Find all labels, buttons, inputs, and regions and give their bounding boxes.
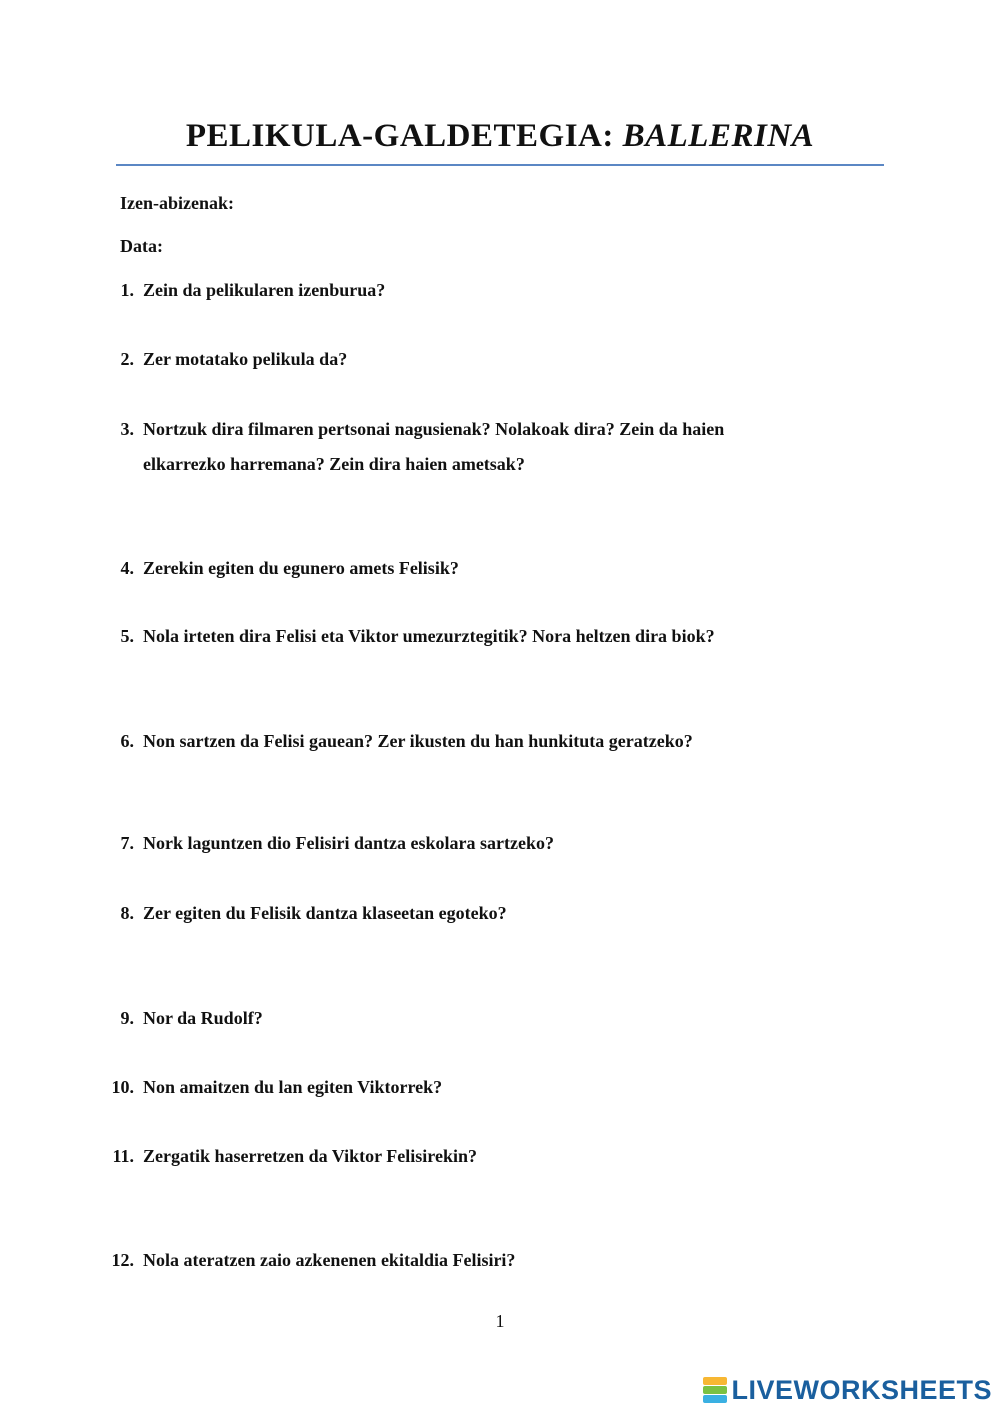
question-text: Zergatik haserretzen da Viktor Felisirekin? [143,1146,477,1166]
question-number: 11. [112,1146,134,1166]
question-number: 6. [120,731,134,751]
question-text: Zerekin egiten du egunero amets Felisik? [143,558,459,578]
title-main: PELIKULA-GALDETEGIA: [185,118,623,154]
question-number: 4. [120,558,134,578]
question-text: Nortzuk dira filmaren pertsonai nagusienak? Nolakoak dira? Zein da haien [143,419,725,439]
question-number: 7. [120,833,134,853]
liveworksheets-logo[interactable] [703,1375,992,1405]
title-underline [116,164,884,166]
question-text: Non amaitzen du lan egiten Viktorrek? [143,1077,443,1097]
liveworksheets-mark-icon [703,1377,727,1403]
name-field-label: Izen-abizenak: [120,193,234,213]
question-text: Nor da Rudolf? [143,1008,263,1028]
logo-text: LIVEWORKSHEETS [731,1374,992,1405]
question-text: Nola irteten dira Felisi eta Viktor umezurztegitik? Nora heltzen dira biok? [143,626,715,646]
question-text: Nola ateratzen zaio azkenenen ekitaldia Felisiri? [143,1250,516,1270]
question-number: 3. [120,419,134,439]
question-text-continued: elkarrezko harremana? Zein dira haien ametsak? [143,454,525,474]
question-number: 12. [111,1250,134,1270]
question-text: Zein da pelikularen izenburua? [143,280,386,300]
date-field-label: Data: [120,236,163,256]
question-number: 2. [120,349,134,369]
title-italic: BALLERINA [622,118,815,154]
page-number: 1 [495,1311,505,1331]
question-number: 8. [120,903,134,923]
question-number: 9. [120,1008,134,1028]
question-text: Non sartzen da Felisi gauean? Zer ikusten du han hunkituta geratzeko? [143,731,693,751]
question-number: 10. [111,1077,134,1097]
question-text: Zer egiten du Felisik dantza klaseetan egoteko? [143,903,507,923]
page-title [0,118,1000,155]
question-number: 1. [120,280,134,300]
question-text: Zer motatako pelikula da? [143,349,348,369]
question-number: 5. [120,626,134,646]
question-text: Nork laguntzen dio Felisiri dantza eskolara sartzeko? [143,833,554,853]
